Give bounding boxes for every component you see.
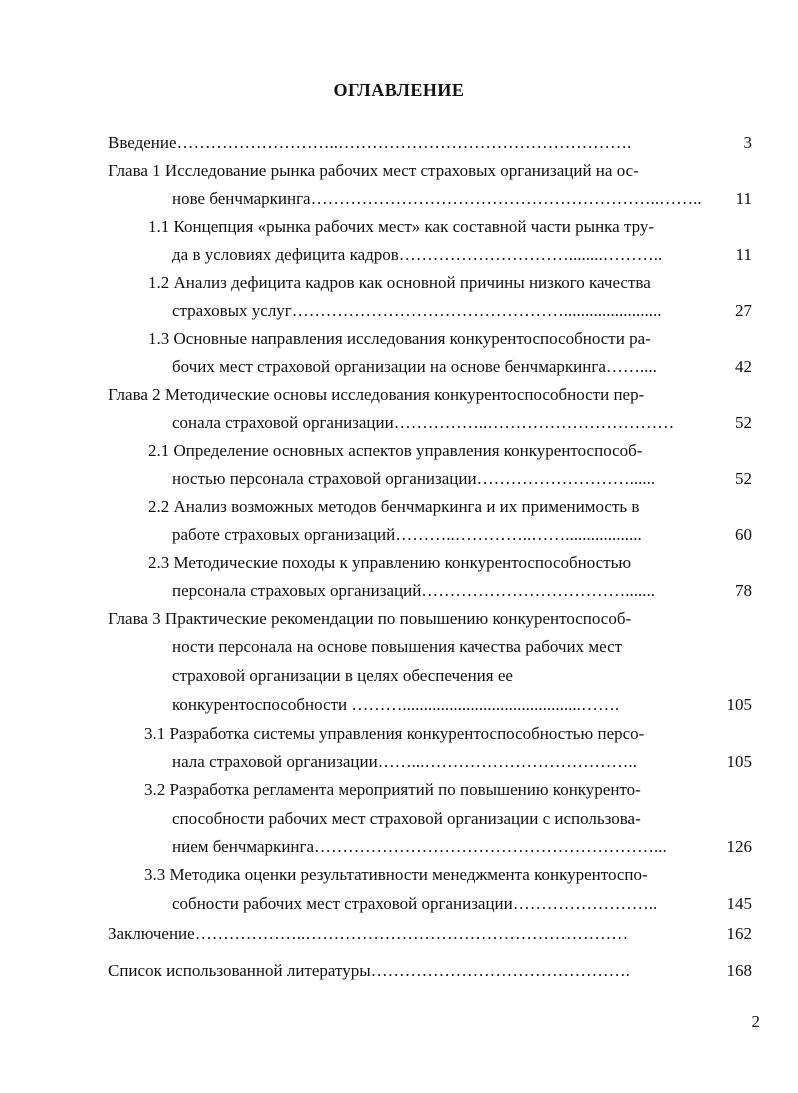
- toc-page-number: 52: [735, 413, 752, 432]
- toc-line: Глава 1 Исследование рынка рабочих мест страховых организаций на ос-: [108, 161, 639, 180]
- toc-page-number: 42: [735, 357, 752, 376]
- toc-line: да в условиях дефицита кадров…………………………........………..: [172, 245, 663, 264]
- toc-page-number: 11: [735, 245, 752, 264]
- toc-page-number: 105: [726, 752, 752, 771]
- toc-line: собности рабочих мест страховой организации……………………..: [172, 894, 658, 913]
- toc-line: Заключение………………..…………………………………………………: [108, 924, 629, 943]
- toc-line: нала страховой организации……...………………………………..: [172, 752, 637, 771]
- toc-page-number: 60: [735, 525, 752, 544]
- toc-line: Введение………………………..…………………………………………….: [108, 133, 632, 152]
- toc-line: персонала страховых организаций……………………………….......: [172, 581, 656, 600]
- toc-line: 2.3 Методические походы к управлению конкурентоспособностью: [148, 553, 632, 572]
- toc-line: 2.2 Анализ возможных методов бенчмаркинга и их применимость в: [148, 497, 640, 516]
- toc-page-number: 162: [726, 924, 752, 943]
- toc-line: способности рабочих мест страховой организации с использова-: [172, 809, 641, 828]
- toc-page-number: 27: [735, 301, 752, 320]
- toc-line: страховой организации в целях обеспечения ее: [172, 666, 513, 685]
- toc-line: 2.1 Определение основных аспектов управления конкурентоспособ-: [148, 441, 643, 460]
- toc-line: сонала страховой организации……………..……………………………: [172, 413, 675, 432]
- toc-line: Список использованной литературы……………………………………….: [108, 961, 630, 980]
- toc-line: 1.1 Концепция «рынка рабочих мест» как составной части рынка тру-: [148, 217, 655, 236]
- toc-line: страховых услуг………………………………………….......................: [172, 301, 662, 320]
- toc-line: 3.1 Разработка системы управления конкурентоспособностью персо-: [144, 724, 645, 743]
- toc-line: нове бенчмаркинга……………………………………………………..……..: [172, 189, 702, 208]
- toc-page-number: 11: [735, 189, 752, 208]
- toc-page-number: 145: [726, 894, 752, 913]
- toc-line: 3.3 Методика оценки результативности менеджмента конкурентоспо-: [144, 865, 648, 884]
- page-number: 2: [751, 1012, 760, 1031]
- toc-page-number: 105: [726, 695, 752, 714]
- toc-line: ности персонала на основе повышения качества рабочих мест: [172, 637, 623, 656]
- toc-line: 1.2 Анализ дефицита кадров как основной причины низкого качества: [148, 273, 651, 292]
- toc-line: 3.2 Разработка регламента мероприятий по повышению конкуренто-: [144, 780, 641, 799]
- toc-line: Глава 2 Методические основы исследования конкурентоспособности пер-: [108, 385, 645, 404]
- toc-page-number: 78: [735, 581, 752, 600]
- toc-line: 1.3 Основные направления исследования конкурентоспособности ра-: [148, 329, 651, 348]
- toc-line: ностью персонала страховой организации………………………......: [172, 469, 656, 488]
- toc-page-number: 168: [726, 961, 752, 980]
- toc-page-number: 52: [735, 469, 752, 488]
- toc-line: работе страховых организаций………..…………..……..................: [172, 525, 642, 544]
- toc-title: ОГЛАВЛЕНИЕ: [333, 80, 465, 100]
- toc-line: конкурентоспособности ………..........................................…….: [172, 695, 620, 714]
- toc-page-number: 3: [743, 133, 752, 152]
- toc-line: Глава 3 Практические рекомендации по повышению конкурентоспособ-: [108, 609, 632, 628]
- toc-page-number: 126: [726, 837, 752, 856]
- toc-line: бочих мест страховой организации на основе бенчмаркинга……....: [172, 357, 657, 376]
- toc-line: нием бенчмаркинга……………………………………………………...: [172, 837, 667, 856]
